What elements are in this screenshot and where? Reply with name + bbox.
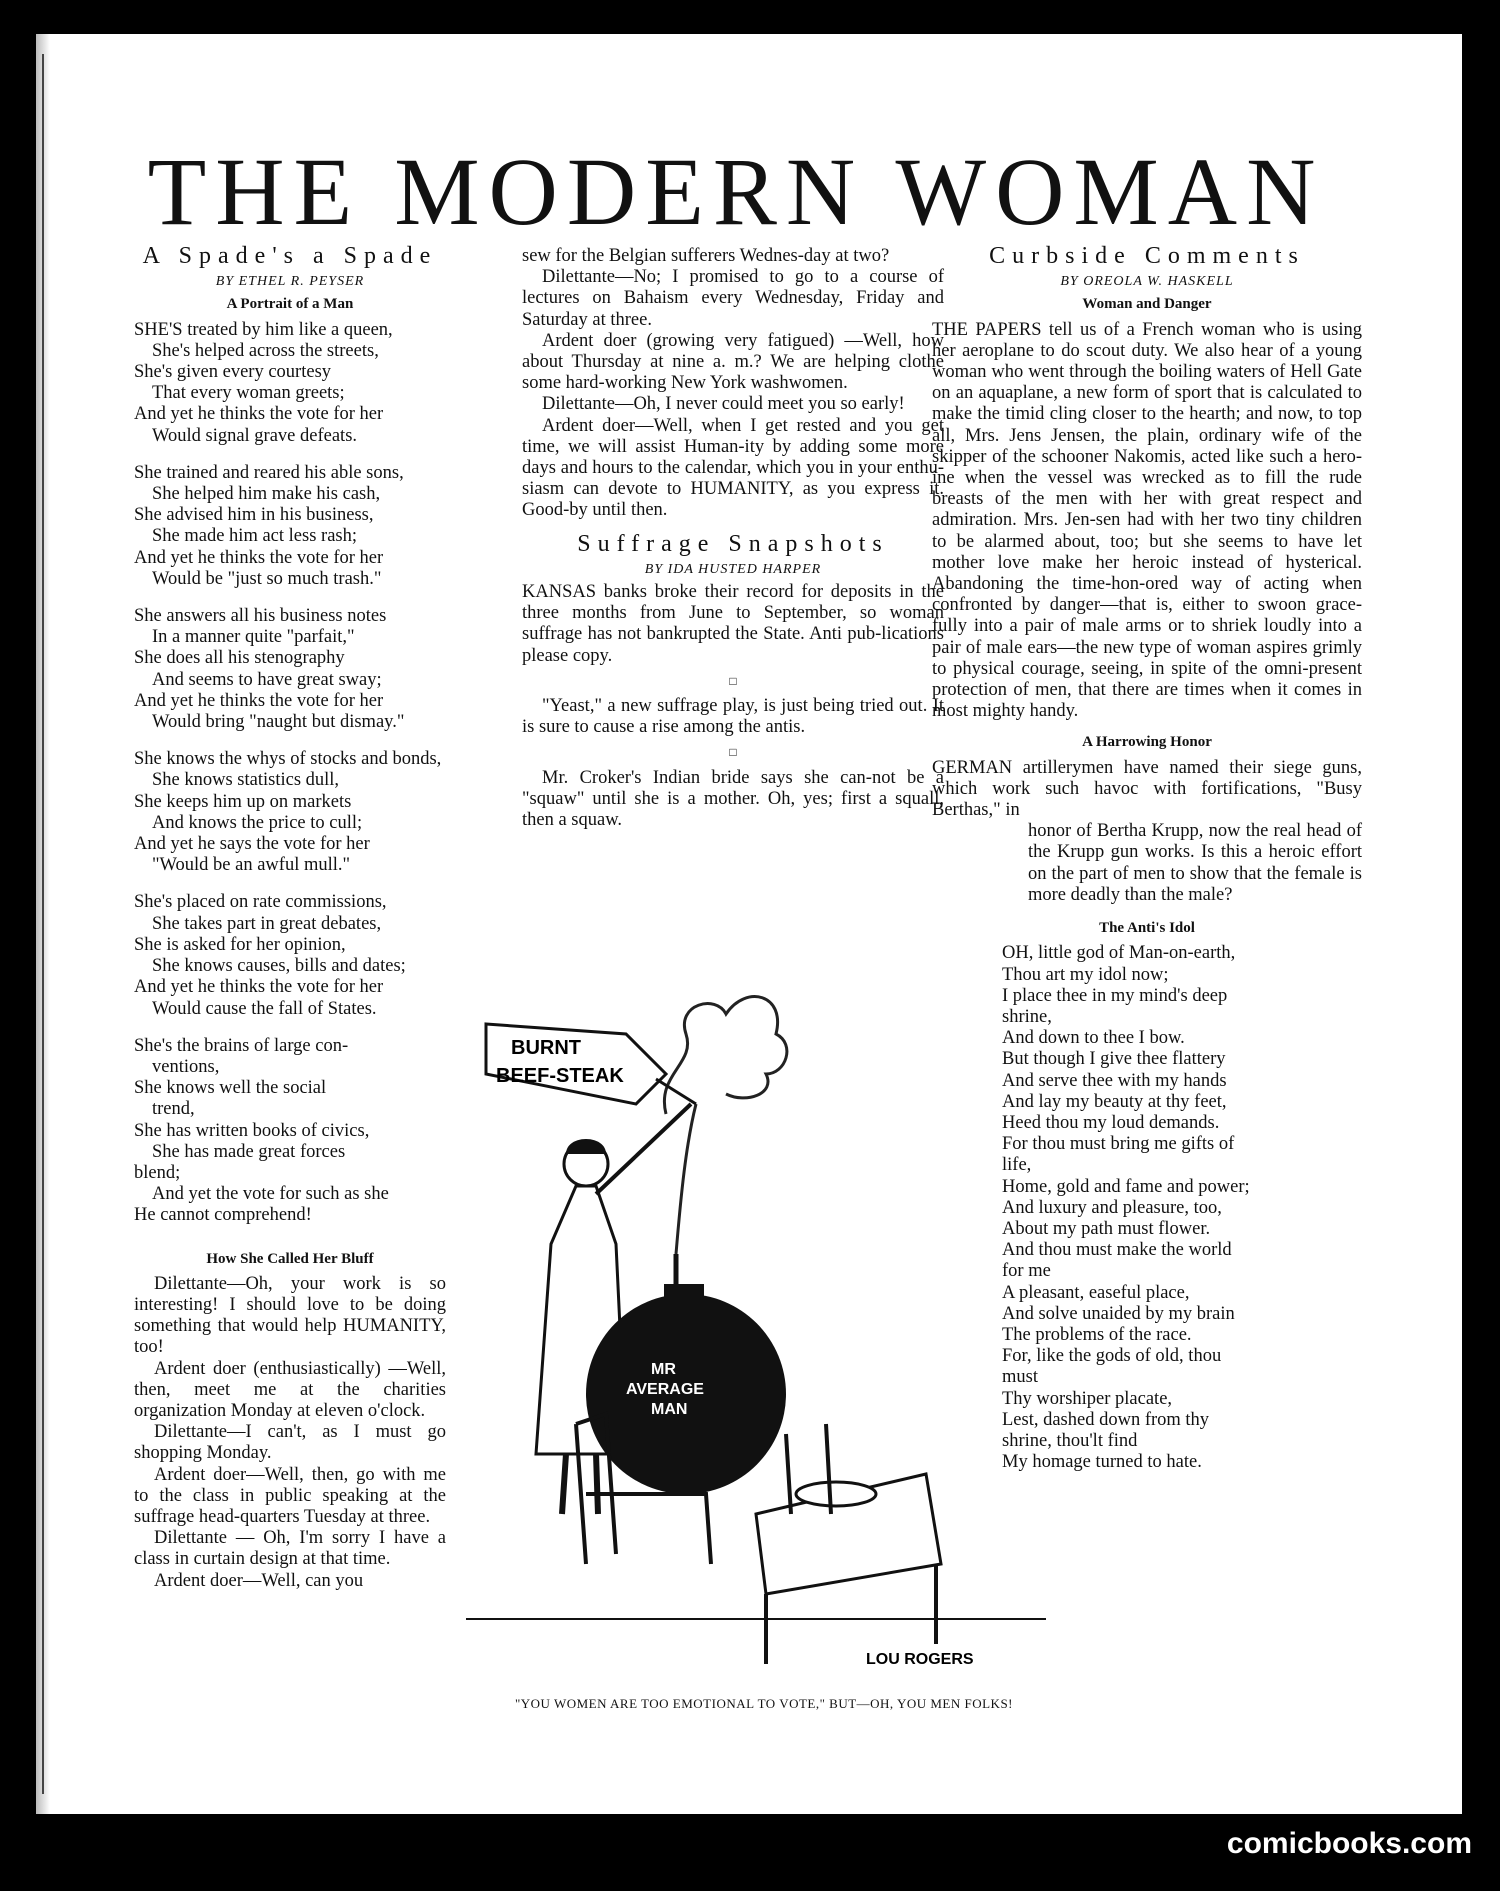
poem-line: And seems to have great sway; xyxy=(152,669,382,690)
dialogue-line: Dilettante—Oh, your work is so interesting! I should love to be doing something that would help HUMANITY, too! xyxy=(134,1273,446,1358)
poem-line: "Would be an awful mull." xyxy=(152,855,351,876)
dialogue-line: Ardent doer—Well, when I get rested and you get time, we will assist Human-ity by adding some more days and hours to the calendar, which you in your enthu-siasm can devote to HUMANITY, as you express it. Good-by until then. xyxy=(522,415,944,521)
poem-line: And serve thee with my hands xyxy=(1002,1070,1227,1091)
poem-line: She knows statistics dull, xyxy=(152,770,340,791)
poem-line: Home, gold and fame and power; xyxy=(1002,1176,1250,1197)
dialogue-bluff-continued xyxy=(522,246,944,522)
poem-line: She knows well the social xyxy=(134,1078,327,1099)
poem-line: And yet he thinks the vote for her xyxy=(134,977,384,998)
dialogue-line: Ardent doer (enthusiastically) —Well, then, meet me at the charities organization Monday at eleven o'clock. xyxy=(134,1358,446,1421)
poem-line: But though I give thee flattery xyxy=(1002,1049,1226,1070)
poem-line: My homage turned to hate. xyxy=(1002,1452,1202,1473)
section-title-curbside: Curbside Comments xyxy=(989,243,1305,269)
bomb-label-3: MAN xyxy=(651,1401,688,1418)
poem-line: That every woman greets; xyxy=(152,383,345,404)
dialogue-line: Dilettante—Oh, I never could meet you so early! xyxy=(542,394,905,415)
poem-stanza xyxy=(134,892,446,1019)
poem-stanza xyxy=(134,606,446,733)
poem-line: She answers all his business notes xyxy=(134,606,387,627)
poem-stanza xyxy=(134,749,446,876)
poem-line: blend; xyxy=(134,1162,181,1183)
poem-line: She's placed on rate commissions, xyxy=(134,892,387,913)
cartoon-caption: "YOU WOMEN ARE TOO EMOTIONAL TO VOTE," BUT—OH, YOU MEN FOLKS! xyxy=(514,1696,1014,1711)
poem-line: In a manner quite "parfait," xyxy=(152,627,355,648)
poem-line: Would bring "naught but dismay." xyxy=(152,712,405,733)
poem-line: A pleasant, easeful place, xyxy=(1002,1282,1190,1303)
poem-stanza xyxy=(134,320,446,447)
snapshot-item: Mr. Croker's Indian bride says she can-not be a "squaw" until she is a mother. Oh, yes; first a squall, then a squaw. xyxy=(522,767,944,831)
bomb-label-1: MR xyxy=(651,1361,676,1378)
section-title-snapshots: Suffrage Snapshots xyxy=(577,530,889,557)
snapshot-item: KANSAS banks broke their record for deposits in the three months from June to September, so woman suffrage has not bankrupted the State. Anti pub-lications please copy. xyxy=(522,582,944,666)
poem-line: And yet the vote for such as she xyxy=(152,1184,389,1205)
poem-spade xyxy=(134,320,446,1227)
poem-line: She has made great forces xyxy=(152,1141,346,1162)
dialogue-line: sew for the Belgian sufferers Wednes-day at two? xyxy=(522,246,890,266)
poem-line: About my path must flower. xyxy=(1002,1218,1211,1239)
poem-line: She knows the whys of stocks and bonds, xyxy=(134,749,442,770)
dialogue-line: Dilettante — Oh, I'm sorry I have a class in curtain design at that time. xyxy=(134,1528,446,1570)
poem-line: And yet he says the vote for her xyxy=(134,834,370,855)
poem-line: And thou must make the world xyxy=(1002,1240,1232,1261)
poem-line: SHE'S treated by him like a queen, xyxy=(134,319,393,340)
poem-line: Would cause the fall of States. xyxy=(152,998,377,1019)
snapshot-item: "Yeast," a new suffrage play, is just being tried out. It is sure to cause a rise among the antis. xyxy=(522,696,944,738)
item-separator: □ xyxy=(729,673,737,688)
sign-line-1: BURNT xyxy=(511,1037,581,1059)
watermark: comicbooks.com xyxy=(1226,1827,1472,1860)
poem-line: shrine, xyxy=(1002,1006,1052,1027)
dialogue-line: Ardent doer (growing very fatigued) —Well, how about Thursday at nine a. m.? We are helping clothe some hard-working New York washwomen. xyxy=(522,330,944,394)
poem-line: And lay my beauty at thy feet, xyxy=(1002,1091,1227,1112)
poem-line: She helped him make his cash, xyxy=(152,484,381,505)
middle-column xyxy=(522,246,944,831)
dialogue-line: Dilettante—I can't, as I must go shopping Monday. xyxy=(134,1422,446,1464)
poem-line: For, like the gods of old, thou xyxy=(1002,1346,1222,1367)
poem-line: trend, xyxy=(152,1099,195,1120)
poem-line: for me xyxy=(1002,1261,1051,1282)
item-separator: □ xyxy=(729,745,737,760)
byline-haskell: BY OREOLA W. HASKELL xyxy=(1060,274,1234,290)
poem-line: She advised him in his business, xyxy=(134,505,374,526)
poem-line: She's given every courtesy xyxy=(134,362,332,383)
left-column xyxy=(134,243,446,1592)
artist-signature: LOU ROGERS xyxy=(866,1651,974,1668)
poem-line: The problems of the race. xyxy=(1002,1324,1192,1345)
subtitle-harrowing: A Harrowing Honor xyxy=(1082,734,1212,751)
poem-line: Lest, dashed down from thy xyxy=(1002,1409,1210,1430)
subtitle-danger: Woman and Danger xyxy=(1082,296,1212,313)
poem-line: And yet he thinks the vote for her xyxy=(134,404,384,425)
section-title-spade: A Spade's a Spade xyxy=(142,243,438,269)
subtitle-portrait: A Portrait of a Man xyxy=(226,296,354,313)
poem-line: ventions, xyxy=(152,1056,220,1077)
poem-line: life, xyxy=(1002,1155,1032,1176)
poem-line: She made him act less rash; xyxy=(152,526,357,547)
poem-line: She has written books of civics, xyxy=(134,1120,370,1141)
cartoon-illustration xyxy=(466,954,1046,1694)
byline-peyser: BY ETHEL R. PEYSER xyxy=(215,274,365,290)
paragraph-harrowing-a: GERMAN artillerymen have named their siege guns, which work such havoc with fortifications, "Busy Berthas," in xyxy=(932,757,1362,821)
poem-stanza xyxy=(134,463,446,590)
poem-line: He cannot comprehend! xyxy=(134,1205,312,1226)
sign-line-2: BEEF-STEAK xyxy=(496,1065,624,1087)
poem-line: She takes part in great debates, xyxy=(152,913,382,934)
poem-line: OH, little god of Man-on-earth, xyxy=(1002,943,1236,964)
poem-line: Thou art my idol now; xyxy=(1002,964,1169,985)
poem-line: must xyxy=(1002,1367,1038,1388)
poem-line: And yet he thinks the vote for her xyxy=(134,547,384,568)
poem-line: She's helped across the streets, xyxy=(152,340,379,361)
poem-line: And luxury and pleasure, too, xyxy=(1002,1197,1222,1218)
dialogue-line: Dilettante—No; I promised to go to a course of lectures on Bahaism every Wednesday, Friday and Saturday at three. xyxy=(522,267,944,330)
bomb-label-2: AVERAGE xyxy=(626,1381,704,1398)
magazine-page xyxy=(36,34,1462,1814)
poem-line: Would signal grave defeats. xyxy=(152,425,358,446)
dialogue-line: Ardent doer—Well, can you xyxy=(154,1570,364,1591)
subtitle-bluff: How She Called Her Bluff xyxy=(206,1250,374,1267)
page-gutter xyxy=(36,34,50,1814)
poem-line: She is asked for her opinion, xyxy=(134,934,346,955)
subtitle-idol: The Anti's Idol xyxy=(1099,920,1195,937)
poem-line: She does all his stenography xyxy=(134,648,345,669)
poem-line: She's the brains of large con- xyxy=(134,1035,349,1056)
poem-line: And solve unaided by my brain xyxy=(1002,1303,1235,1324)
dialogue-bluff xyxy=(134,1274,446,1592)
poem-line: She knows causes, bills and dates; xyxy=(152,956,406,977)
paragraph-danger: THE PAPERS tell us of a French woman who is using her aeroplane to do scout duty. We also hear of a young woman who went through the boiling waters of Hell Gate on an aquaplane, a new form of sport that is calculated to make the timid cling closer to the hearth; and now, to top all, Mrs. Jens Jensen, the plain, ordinary wife of the skipper of the schooner Nakomis, acted like such a hero-ine when the vessel was wrecked as to fill the rude breasts of the men with her with great respect and admiration. Mrs. Jen-sen had with her two tiny children to be alarmed about, too; but she seems to have let mother love make her heroic instead of hysterical. Abandoning the time-hon-ored way of acting when confronted by danger—that is, either to swoon grace-fully into a pair of male arms or to shriek loudly into a pair of male ears—the new type of woman aspires grimly to physical courage, seeing, in spite of the omni-present protection of men, that there are times when it comes in most mighty handy. xyxy=(932,319,1362,722)
poem-line: Would be "just so much trash." xyxy=(152,568,382,589)
poem-line: She trained and reared his able sons, xyxy=(134,462,404,483)
poem-stanza xyxy=(134,1036,446,1227)
poem-line: shrine, thou'lt find xyxy=(1002,1430,1138,1451)
poem-line: And knows the price to cull; xyxy=(152,812,363,833)
poem-line: Heed thou my loud demands. xyxy=(1002,1112,1220,1133)
dialogue-line: Ardent doer—Well, then, go with me to the class in public speaking at the suffrage head-quarters Tuesday at three. xyxy=(134,1464,446,1527)
poem-line: And yet he thinks the vote for her xyxy=(134,690,384,711)
poem-line: And down to thee I bow. xyxy=(1002,1028,1185,1049)
masthead: THE MODERN WOMAN xyxy=(147,138,1325,245)
poem-line: She keeps him up on markets xyxy=(134,791,352,812)
byline-harper: BY IDA HUSTED HARPER xyxy=(644,561,822,577)
dining-table xyxy=(756,1424,941,1664)
poem-line: I place thee in my mind's deep xyxy=(1002,985,1228,1006)
poem-line: Thy worshiper placate, xyxy=(1002,1388,1173,1409)
poem-line: For thou must bring me gifts of xyxy=(1002,1134,1235,1155)
paragraph-harrowing-b: honor of Bertha Krupp, now the real head of the Krupp gun works. Is this a heroic effort on the part of men to show that the female is more deadly than the male? xyxy=(1028,821,1362,905)
snapshots-list xyxy=(522,582,944,831)
